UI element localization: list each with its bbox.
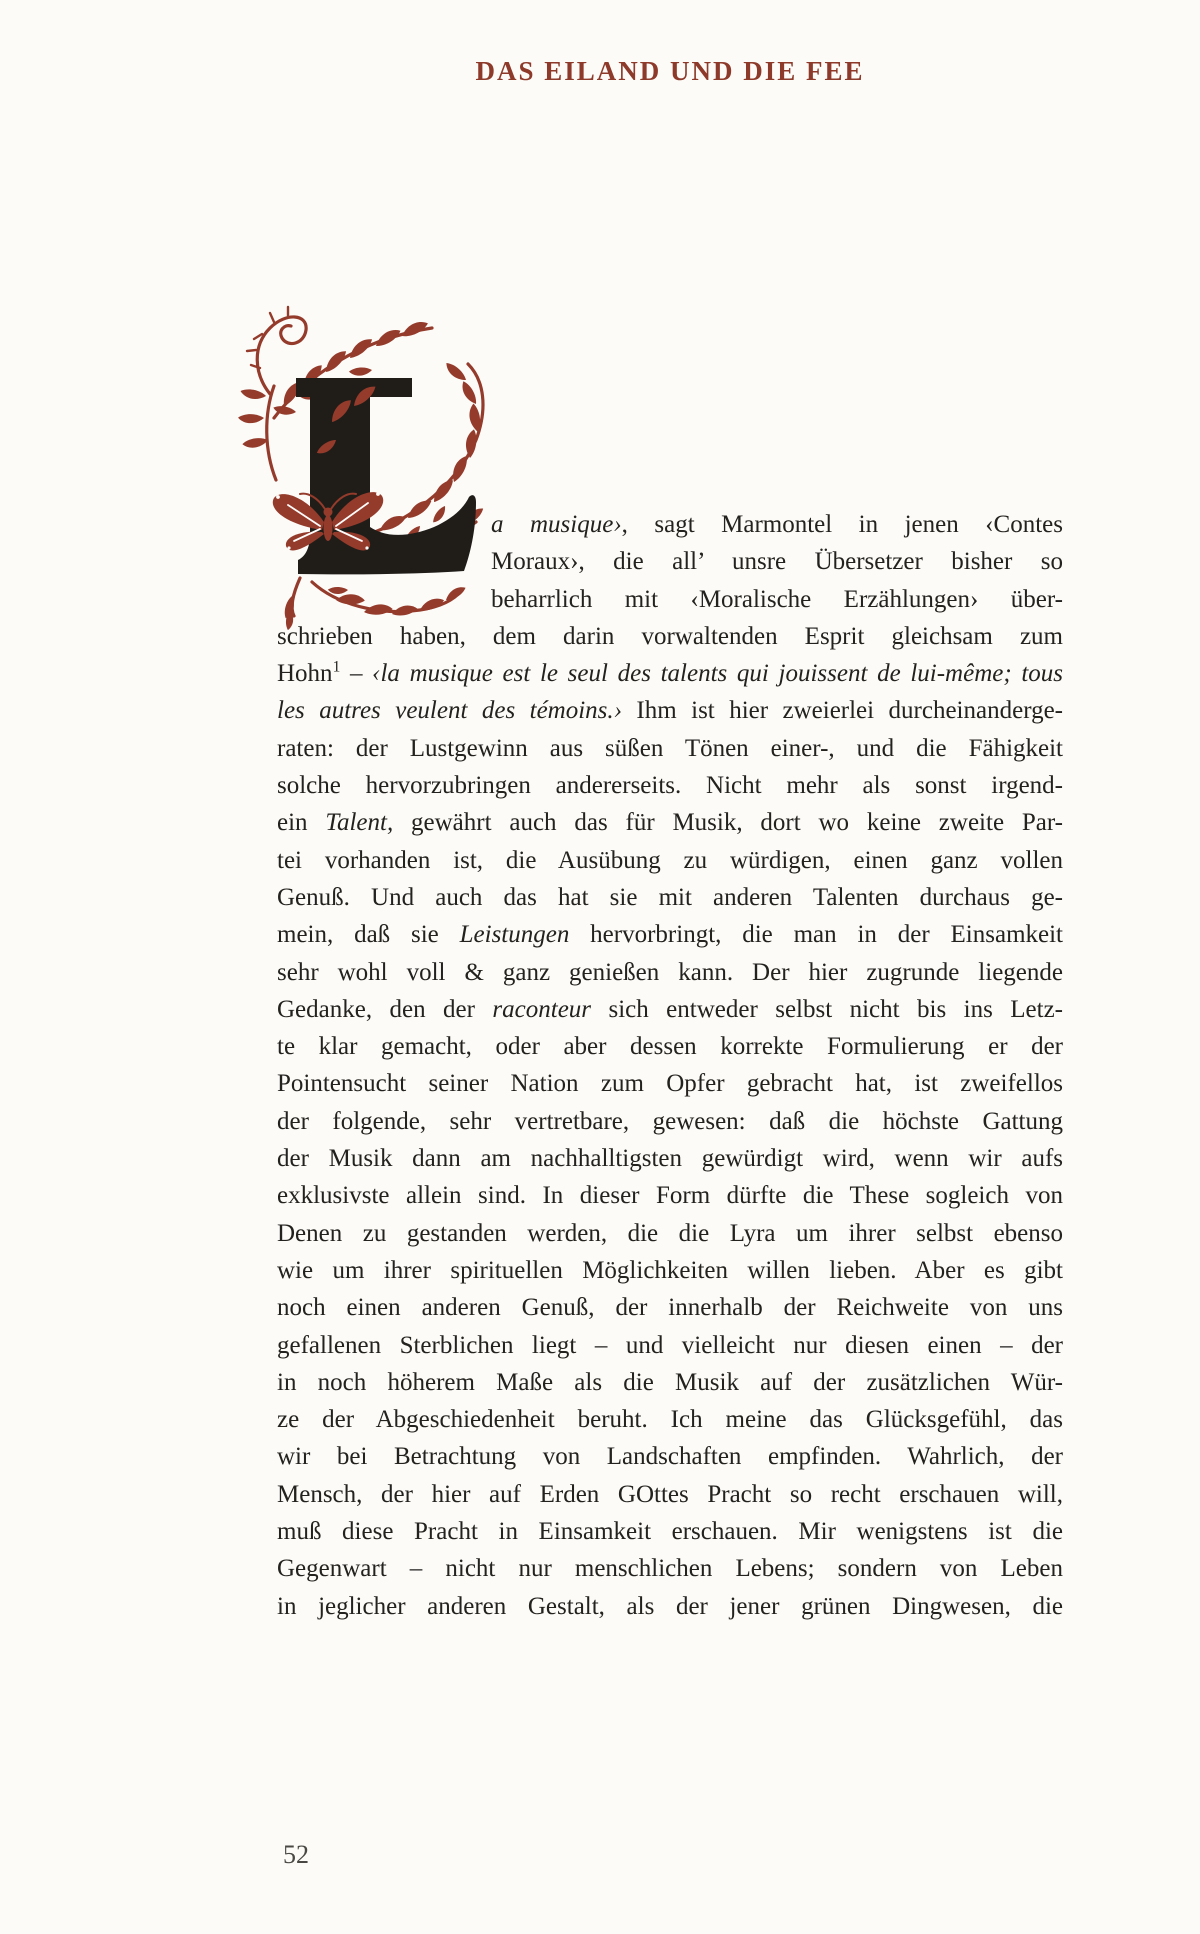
text-line: ze der Abgeschiedenheit beruht. Ich meine das Glücksgefühl, das: [277, 1406, 1063, 1434]
text-line: tei vorhanden ist, die Ausübung zu würdigen, einen ganz vollen: [277, 846, 1063, 874]
text-line: sehr wohl voll & ganz genießen kann. Der hier zugrunde liegende: [277, 958, 1063, 986]
text-line: noch einen anderen Genuß, der innerhalb der Reichweite von uns: [277, 1294, 1063, 1322]
body-text: [277, 506, 1063, 1625]
text-line: in jeglicher anderen Gestalt, als der jener grünen Dingwesen, die: [277, 1592, 1063, 1620]
text-line: Denen zu gestanden werden, die die Lyra um ihrer selbst ebenso: [277, 1219, 1063, 1247]
text-line: muß diese Pracht in Einsamkeit erschauen. Mir wenigstens ist die: [277, 1518, 1063, 1546]
text-line: Gedanke, den der raconteur sich entweder selbst nicht bis ins Letz-: [277, 995, 1063, 1023]
text-line: a musique›, sagt Marmontel in jenen ‹Contes: [491, 511, 1063, 538]
text-line: les autres veulent des témoins.› Ihm ist hier zweierlei durcheinanderge-: [277, 697, 1063, 725]
text-line: gefallenen Sterblichen liegt – und vielleicht nur diesen einen – der: [277, 1331, 1063, 1359]
text-line: te klar gemacht, oder aber dessen korrekte Formulierung er der: [277, 1033, 1063, 1061]
text-line: Hohn$^1$ – ‹la musique est le seul des talents qui jouissent de lui-même; tous: [277, 658, 1064, 688]
text-line: wie um ihrer spirituellen Möglichkeiten willen lieben. Aber es gibt: [277, 1256, 1063, 1284]
text-line: beharrlich mit ‹Moralische Erzählungen› über-: [491, 585, 1063, 613]
text-line: der folgende, sehr vertretbare, gewesen: daß die höchste Gattung: [277, 1107, 1063, 1135]
text-line: schrieben haben, dem darin vorwaltenden Esprit gleichsam zum: [277, 622, 1063, 650]
text-line: ein Talent, gewährt auch das für Musik, dort wo keine zweite Par-: [277, 809, 1064, 837]
text-line: Mensch, der hier auf Erden GOttes Pracht so recht erschauen will,: [277, 1480, 1063, 1508]
text-line: exklusivste allein sind. In dieser Form dürfte die These sogleich von: [277, 1182, 1063, 1210]
text-line: wir bei Betrachtung von Landschaften empfinden. Wahrlich, der: [277, 1443, 1063, 1471]
page-number: 52: [283, 1840, 309, 1869]
text-line: Pointensucht seiner Nation zum Opfer gebracht hat, ist zweifellos: [277, 1070, 1063, 1098]
text-line: Moraux›, die all’ unsre Übersetzer bisher so: [491, 548, 1063, 576]
text-line: in noch höherem Maße als die Musik auf der zusätzlichen Wür-: [277, 1368, 1063, 1396]
chapter-title: DAS EILAND UND DIE FEE: [475, 56, 865, 86]
text-line: raten: der Lustgewinn aus süßen Tönen einer-, und die Fähigkeit: [277, 734, 1063, 762]
text-line: solche hervorzubringen andererseits. Nicht mehr als sonst irgend-: [277, 772, 1063, 800]
text-line: der Musik dann am nachhalltigsten gewürdigt wird, wenn wir aufs: [277, 1145, 1063, 1173]
text-line: mein, daß sie Leistungen hervorbringt, die man in der Einsamkeit: [277, 921, 1064, 949]
text-line: Genuß. Und auch das hat sie mit anderen Talenten durchaus ge-: [277, 883, 1063, 911]
text-line: Gegenwart – nicht nur menschlichen Lebens; sondern von Leben: [277, 1555, 1063, 1583]
